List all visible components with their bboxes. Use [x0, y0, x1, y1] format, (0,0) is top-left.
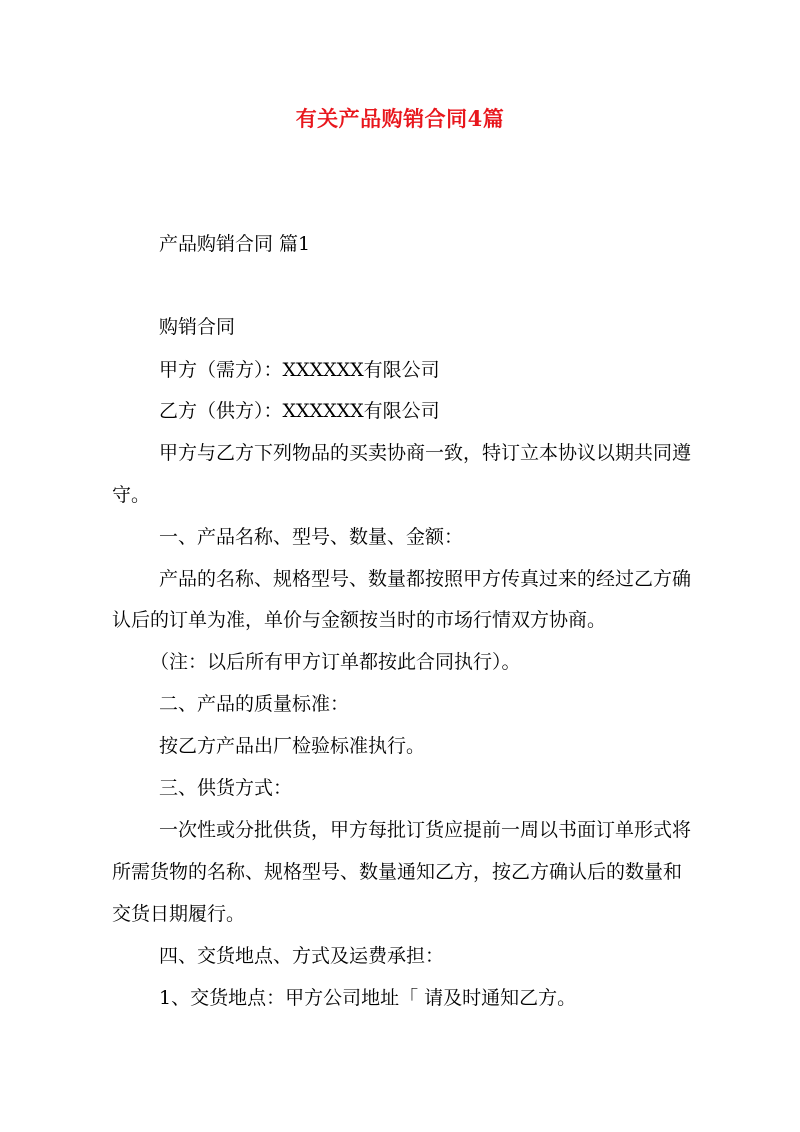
clause-heading: 一、产品名称、型号、数量、金额：	[159, 526, 464, 548]
clause-heading: 三、供货方式：	[159, 777, 293, 799]
paragraph-line: 所需货物的名称、规格型号、数量通知乙方，按乙方确认后的数量和	[112, 861, 683, 883]
paragraph-line: 认后的订单为准，单价与金额按当时的市场行情双方协商。	[112, 609, 607, 631]
paragraph-line: 1、交货地点：甲方公司地址「 请及时通知乙方。	[159, 987, 577, 1009]
paragraph-line: 守。	[112, 484, 151, 506]
note-line: （注：以后所有甲方订单都按此合同执行）。	[150, 651, 521, 673]
paragraph-line: 产品的名称、规格型号、数量都按照甲方传真过来的经过乙方确	[159, 568, 692, 590]
contract-heading: 购销合同	[159, 316, 236, 338]
paragraph-line: 按乙方产品出厂检验标准执行。	[159, 735, 426, 757]
clause-heading: 四、交货地点、方式及运费承担：	[159, 945, 445, 967]
party-a-line: 甲方（需方）：XXXXXX有限公司	[159, 359, 440, 381]
section-heading: 产品购销合同 篇1	[159, 233, 311, 255]
clause-heading: 二、产品的质量标准：	[159, 693, 350, 715]
party-b-line: 乙方（供方）：XXXXXX有限公司	[159, 400, 440, 422]
paragraph-line: 交货日期履行。	[112, 903, 246, 925]
paragraph-line: 甲方与乙方下列物品的买卖协商一致，特订立本协议以期共同遵	[159, 442, 692, 464]
document-title: 有关产品购销合同4篇	[295, 106, 505, 131]
paragraph-line: 一次性或分批供货，甲方每批订货应提前一周以书面订单形式将	[159, 819, 692, 841]
